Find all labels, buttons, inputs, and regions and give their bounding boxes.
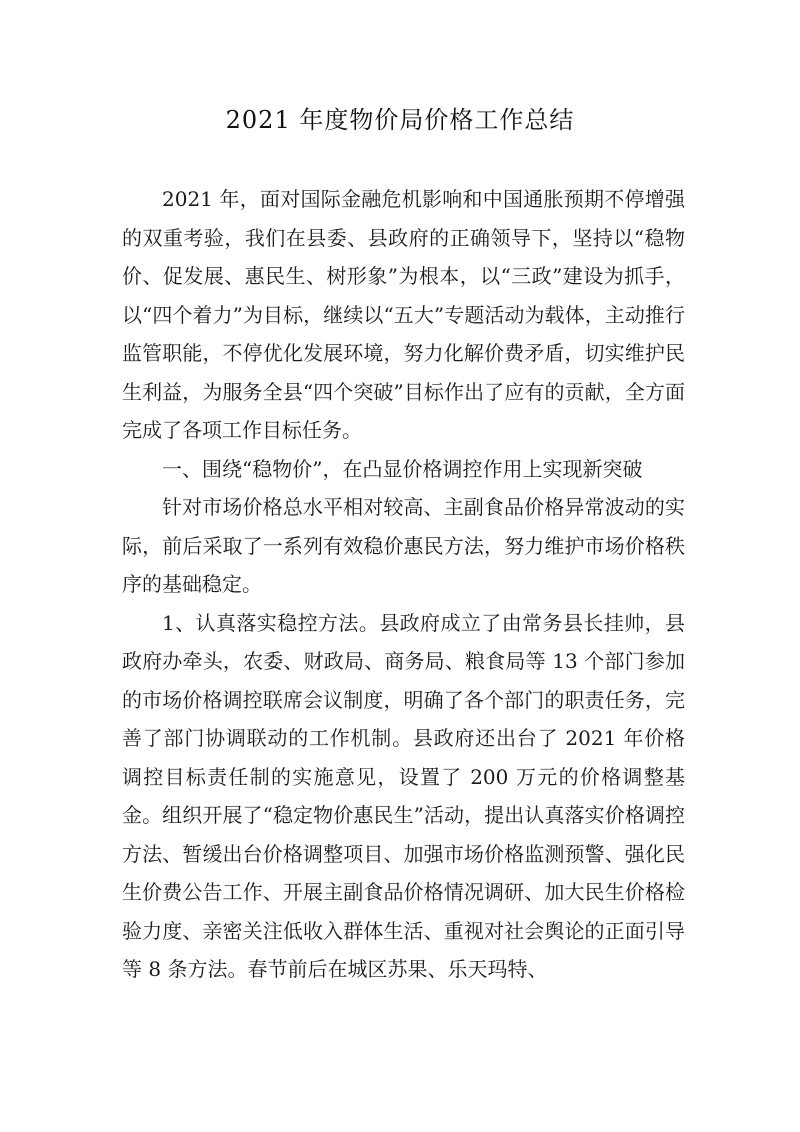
document-body	[122, 180, 685, 989]
paragraph-section-1-intro: 针对市场价格总水平相对较高、主副食品价格异常波动的实际，前后采取了一系列有效稳价惠民方法，努力维护市场价格秩序的基础稳定。	[122, 495, 685, 596]
document-title: 2021 年度物价局价格工作总结	[225, 106, 575, 134]
section-heading-1: 一、围绕“稳物价”，在凸显价格调控作用上实现新突破	[162, 456, 643, 481]
paragraph-item-1: 1、认真落实稳控方法。县政府成立了由常务县长挂帅，县政府办牵头，农委、财政局、商务局、粮食局等 13 个部门参加的市场价格调控联席会议制度，明确了各个部门的职责任务，完善了部门协调联动的工作机制。县政府还出台了 2021 年价格调控目标责任制的实施意见，设置了 200 万元的价格调整基金。组织开展了“稳定物价惠民生”活动，提出认真落实价格调控方法、暂缓出台价格调整项目、加强市场价格监测预警、强化民生价费公告工作、开展主副食品价格情况调研、加大民生价格检验力度、亲密关注低收入群体生活、重视对社会舆论的正面引导等 8 条方法。春节前后在城区苏果、乐天玛特、	[122, 610, 685, 981]
paragraph-intro: 2021 年，面对国际金融危机影响和中国通胀预期不停增强的双重考验，我们在县委、县政府的正确领导下，坚持以“稳物价、促发展、惠民生、树形象”为根本，以“三政”建设为抓手，以“四个着力”为目标，继续以“五大”专题活动为载体，主动推行监管职能，不停优化发展环境，努力化解价费矛盾，切实维护民生利益，为服务全县“四个突破”目标作出了应有的贡献，全方面完成了各项工作目标任务。	[122, 187, 685, 442]
